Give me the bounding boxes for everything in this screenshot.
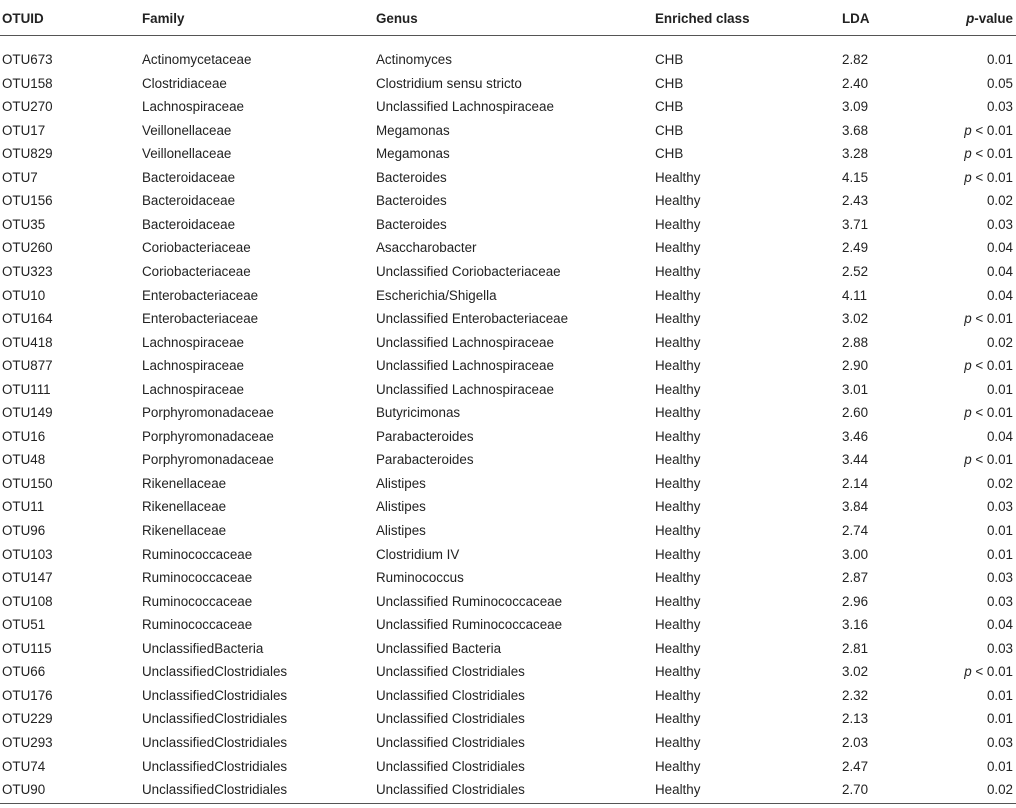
cell-pvalue: 0.02 xyxy=(986,475,1013,491)
cell-enriched-class: Healthy xyxy=(655,240,701,256)
cell-lda: 2.82 xyxy=(842,52,869,67)
cell-enriched-class: CHB xyxy=(655,146,684,162)
table-row xyxy=(0,519,1016,543)
cell-genus: Unclassified Bacteria xyxy=(376,640,502,656)
cell-pvalue: 0.01 xyxy=(986,687,1013,703)
cell-genus: Unclassified Lachnospiraceae xyxy=(376,358,554,374)
cell-genus: Unclassified Clostridiales xyxy=(376,687,525,703)
cell-pvalue xyxy=(964,660,1013,684)
cell-family: Lachnospiraceae xyxy=(142,358,244,374)
cell-lda: 4.11 xyxy=(842,287,868,303)
pvalue-p-symbol: p xyxy=(964,169,972,185)
cell-lda: 2.03 xyxy=(842,734,869,750)
cell-enriched-class: Healthy xyxy=(655,687,701,703)
cell-lda: 4.15 xyxy=(842,169,869,185)
cell-otuid: OTU74 xyxy=(2,758,46,774)
cell-genus: Bacteroides xyxy=(376,169,447,185)
cell-genus: Alistipes xyxy=(376,499,426,515)
cell-genus: Escherichia/Shigella xyxy=(376,287,497,303)
cell-lda: 3.02 xyxy=(842,311,869,327)
cell-family: Ruminococcaceae xyxy=(142,593,253,609)
header-pvalue-italic: p xyxy=(966,11,975,26)
cell-lda: 2.70 xyxy=(842,782,869,798)
header-enriched-class: Enriched class xyxy=(655,11,750,26)
cell-family: Veillonellaceae xyxy=(142,146,232,162)
cell-pvalue: 0.02 xyxy=(986,334,1013,350)
cell-enriched-class: CHB xyxy=(655,122,684,138)
cell-family: Lachnospiraceae xyxy=(142,334,244,350)
cell-lda: 3.71 xyxy=(842,216,869,232)
table-row xyxy=(0,660,1016,684)
cell-enriched-class: Healthy xyxy=(655,263,701,279)
cell-genus: Butyricimonas xyxy=(376,405,461,421)
cell-genus: Megamonas xyxy=(376,122,450,138)
cell-enriched-class: Healthy xyxy=(655,664,701,680)
cell-lda: 2.32 xyxy=(842,687,869,703)
cell-family: Rikenellaceae xyxy=(142,475,227,491)
cell-genus: Unclassified Clostridiales xyxy=(376,664,525,680)
cell-family: Ruminococcaceae xyxy=(142,546,253,562)
cell-pvalue: 0.01 xyxy=(986,758,1013,774)
cell-enriched-class: Healthy xyxy=(655,593,701,609)
cell-otuid: OTU829 xyxy=(2,146,53,162)
table-row xyxy=(0,331,1016,355)
pvalue-threshold: < 0.01 xyxy=(971,311,1013,327)
header-genus: Genus xyxy=(376,11,418,26)
cell-otuid: OTU418 xyxy=(2,334,53,350)
cell-lda: 2.90 xyxy=(842,358,869,374)
table-row xyxy=(0,284,1016,308)
table-row xyxy=(0,142,1016,166)
cell-family: Lachnospiraceae xyxy=(142,381,244,397)
cell-genus: Unclassified Ruminococcaceae xyxy=(376,593,563,609)
cell-family: Porphyromonadaceae xyxy=(142,428,274,444)
cell-otuid: OTU90 xyxy=(2,782,46,798)
cell-otuid: OTU164 xyxy=(2,311,53,327)
cell-otuid: OTU673 xyxy=(2,52,53,67)
cell-family: Veillonellaceae xyxy=(142,122,232,138)
cell-family: Lachnospiraceae xyxy=(142,99,244,115)
cell-genus: Unclassified Lachnospiraceae xyxy=(376,381,554,397)
cell-enriched-class: CHB xyxy=(655,75,684,91)
cell-lda: 2.60 xyxy=(842,405,869,421)
header-rule xyxy=(0,35,1016,36)
table-row xyxy=(0,684,1016,708)
cell-genus: Bacteroides xyxy=(376,193,447,209)
cell-otuid: OTU270 xyxy=(2,99,53,115)
pvalue-p-symbol: p xyxy=(964,358,972,374)
cell-genus: Unclassified Ruminococcaceae xyxy=(376,617,563,633)
table-row xyxy=(0,448,1016,472)
cell-lda: 2.81 xyxy=(842,640,869,656)
table-row xyxy=(0,778,1016,802)
cell-lda: 3.01 xyxy=(842,381,869,397)
table-row xyxy=(0,48,1016,72)
cell-pvalue: 0.03 xyxy=(986,99,1013,115)
cell-lda: 2.74 xyxy=(842,523,869,538)
bottom-rule xyxy=(0,803,1016,804)
cell-pvalue: 0.02 xyxy=(986,193,1013,209)
table-row xyxy=(0,236,1016,260)
table-row xyxy=(0,354,1016,378)
cell-enriched-class: Healthy xyxy=(655,428,701,444)
pvalue-threshold: < 0.01 xyxy=(971,452,1013,468)
table-row xyxy=(0,566,1016,590)
cell-otuid: OTU17 xyxy=(2,122,46,138)
table-row xyxy=(0,213,1016,237)
cell-otuid: OTU51 xyxy=(2,617,46,633)
cell-pvalue: 0.02 xyxy=(986,782,1013,798)
cell-genus: Parabacteroides xyxy=(376,428,474,444)
cell-pvalue xyxy=(964,401,1013,425)
cell-lda: 3.00 xyxy=(842,546,869,562)
table-row xyxy=(0,637,1016,661)
cell-lda: 3.68 xyxy=(842,122,869,138)
pvalue-p-symbol: p xyxy=(964,405,972,421)
cell-family: Bacteroidaceae xyxy=(142,216,236,232)
cell-family: UnclassifiedClostridiales xyxy=(142,782,288,798)
table-row xyxy=(0,613,1016,637)
cell-lda: 3.84 xyxy=(842,499,869,515)
cell-otuid: OTU48 xyxy=(2,452,46,468)
cell-otuid: OTU229 xyxy=(2,711,53,727)
cell-enriched-class: Healthy xyxy=(655,193,701,209)
header-pvalue-rest: -value xyxy=(974,11,1013,26)
cell-enriched-class: Healthy xyxy=(655,405,701,421)
cell-pvalue: 0.01 xyxy=(986,523,1013,538)
cell-genus: Unclassified Clostridiales xyxy=(376,711,525,727)
cell-enriched-class: Healthy xyxy=(655,216,701,232)
cell-enriched-class: Healthy xyxy=(655,358,701,374)
pvalue-threshold: < 0.01 xyxy=(971,358,1013,374)
pvalue-threshold: < 0.01 xyxy=(971,169,1013,185)
pvalue-p-symbol: p xyxy=(964,452,972,468)
cell-family: Porphyromonadaceae xyxy=(142,405,274,421)
cell-otuid: OTU156 xyxy=(2,193,53,209)
table-row xyxy=(0,95,1016,119)
table-row xyxy=(0,72,1016,96)
cell-family: Actinomycetaceae xyxy=(142,52,252,67)
cell-family: Rikenellaceae xyxy=(142,499,227,515)
cell-enriched-class: Healthy xyxy=(655,169,701,185)
cell-family: Bacteroidaceae xyxy=(142,169,236,185)
cell-genus: Asaccharobacter xyxy=(376,240,477,256)
cell-pvalue: 0.01 xyxy=(986,381,1013,397)
cell-family: Rikenellaceae xyxy=(142,523,227,538)
cell-family: UnclassifiedClostridiales xyxy=(142,758,288,774)
table-row xyxy=(0,425,1016,449)
cell-lda: 3.44 xyxy=(842,452,869,468)
cell-lda: 2.52 xyxy=(842,263,869,279)
header-lda: LDA xyxy=(842,11,870,26)
cell-pvalue: 0.03 xyxy=(986,499,1013,515)
cell-pvalue xyxy=(964,448,1013,472)
header-family: Family xyxy=(142,11,185,26)
cell-enriched-class: CHB xyxy=(655,99,684,115)
cell-family: Coriobacteriaceae xyxy=(142,240,251,256)
cell-lda: 2.40 xyxy=(842,75,869,91)
table-row xyxy=(0,495,1016,519)
cell-pvalue xyxy=(964,166,1013,190)
cell-otuid: OTU10 xyxy=(2,287,46,303)
cell-family: UnclassifiedClostridiales xyxy=(142,664,288,680)
header-pvalue xyxy=(966,7,1013,31)
cell-otuid: OTU103 xyxy=(2,546,53,562)
cell-family: Enterobacteriaceae xyxy=(142,311,259,327)
table-row xyxy=(0,260,1016,284)
cell-enriched-class: Healthy xyxy=(655,311,701,327)
cell-enriched-class: Healthy xyxy=(655,711,701,727)
cell-lda: 2.96 xyxy=(842,593,869,609)
cell-enriched-class: Healthy xyxy=(655,734,701,750)
cell-pvalue xyxy=(964,142,1013,166)
cell-pvalue xyxy=(964,354,1013,378)
cell-genus: Clostridium IV xyxy=(376,546,460,562)
table-row xyxy=(0,401,1016,425)
cell-lda: 2.13 xyxy=(842,711,869,727)
cell-enriched-class: Healthy xyxy=(655,758,701,774)
cell-otuid: OTU877 xyxy=(2,358,53,374)
table-row xyxy=(0,189,1016,213)
cell-otuid: OTU16 xyxy=(2,428,46,444)
cell-otuid: OTU149 xyxy=(2,405,53,421)
cell-genus: Unclassified Enterobacteriaceae xyxy=(376,311,569,327)
cell-family: Bacteroidaceae xyxy=(142,193,236,209)
cell-otuid: OTU293 xyxy=(2,734,53,750)
cell-otuid: OTU150 xyxy=(2,475,53,491)
cell-family: Coriobacteriaceae xyxy=(142,263,251,279)
pvalue-threshold: < 0.01 xyxy=(971,405,1013,421)
cell-otuid: OTU66 xyxy=(2,664,46,680)
cell-lda: 2.43 xyxy=(842,193,869,209)
cell-family: UnclassifiedClostridiales xyxy=(142,687,288,703)
cell-genus: Unclassified Lachnospiraceae xyxy=(376,99,554,115)
cell-otuid: OTU323 xyxy=(2,263,53,279)
cell-pvalue xyxy=(964,119,1013,143)
table-row xyxy=(0,707,1016,731)
table-row xyxy=(0,543,1016,567)
cell-pvalue: 0.01 xyxy=(986,711,1013,727)
cell-enriched-class: Healthy xyxy=(655,475,701,491)
table-row xyxy=(0,119,1016,143)
cell-pvalue: 0.04 xyxy=(986,263,1013,279)
cell-enriched-class: Healthy xyxy=(655,287,701,303)
cell-otuid: OTU96 xyxy=(2,523,46,538)
cell-pvalue xyxy=(964,307,1013,331)
cell-pvalue: 0.04 xyxy=(986,287,1013,303)
cell-lda: 2.87 xyxy=(842,570,869,586)
cell-lda: 2.49 xyxy=(842,240,869,256)
table-row xyxy=(0,731,1016,755)
cell-genus: Unclassified Clostridiales xyxy=(376,734,525,750)
cell-enriched-class: Healthy xyxy=(655,570,701,586)
cell-family: Clostridiaceae xyxy=(142,75,227,91)
cell-lda: 2.14 xyxy=(842,475,869,491)
cell-enriched-class: Healthy xyxy=(655,381,701,397)
table-row xyxy=(0,307,1016,331)
pvalue-threshold: < 0.01 xyxy=(971,664,1013,680)
cell-enriched-class: Healthy xyxy=(655,499,701,515)
cell-enriched-class: Healthy xyxy=(655,546,701,562)
cell-genus: Alistipes xyxy=(376,523,426,538)
cell-enriched-class: Healthy xyxy=(655,523,701,538)
cell-otuid: OTU11 xyxy=(2,499,45,515)
cell-lda: 3.16 xyxy=(842,617,869,633)
pvalue-p-symbol: p xyxy=(964,311,972,327)
cell-genus: Ruminococcus xyxy=(376,570,464,586)
cell-pvalue: 0.05 xyxy=(986,75,1013,91)
pvalue-threshold: < 0.01 xyxy=(971,146,1013,162)
cell-pvalue: 0.03 xyxy=(986,216,1013,232)
cell-lda: 3.28 xyxy=(842,146,869,162)
cell-genus: Unclassified Lachnospiraceae xyxy=(376,334,554,350)
cell-otuid: OTU111 xyxy=(2,381,51,397)
cell-otuid: OTU260 xyxy=(2,240,53,256)
cell-family: Porphyromonadaceae xyxy=(142,452,274,468)
table-row xyxy=(0,378,1016,402)
cell-lda: 2.47 xyxy=(842,758,869,774)
cell-lda: 3.02 xyxy=(842,664,869,680)
cell-enriched-class: Healthy xyxy=(655,334,701,350)
cell-family: UnclassifiedClostridiales xyxy=(142,734,288,750)
cell-otuid: OTU7 xyxy=(2,169,38,185)
cell-genus: Parabacteroides xyxy=(376,452,474,468)
cell-otuid: OTU158 xyxy=(2,75,53,91)
cell-pvalue: 0.04 xyxy=(986,617,1013,633)
header-otuid: OTUID xyxy=(2,11,44,26)
cell-family: Ruminococcaceae xyxy=(142,570,253,586)
cell-lda: 2.88 xyxy=(842,334,869,350)
cell-pvalue: 0.04 xyxy=(986,428,1013,444)
cell-otuid: OTU108 xyxy=(2,593,53,609)
cell-pvalue: 0.03 xyxy=(986,734,1013,750)
cell-otuid: OTU147 xyxy=(2,570,53,586)
cell-lda: 3.09 xyxy=(842,99,869,115)
cell-pvalue: 0.03 xyxy=(986,570,1013,586)
cell-lda: 3.46 xyxy=(842,428,869,444)
cell-family: UnclassifiedClostridiales xyxy=(142,711,288,727)
pvalue-p-symbol: p xyxy=(964,122,972,138)
cell-family: UnclassifiedBacteria xyxy=(142,640,264,656)
table-row xyxy=(0,166,1016,190)
cell-genus: Unclassified Coriobacteriaceae xyxy=(376,263,561,279)
cell-pvalue: 0.01 xyxy=(986,52,1013,67)
cell-genus: Bacteroides xyxy=(376,216,447,232)
cell-genus: Unclassified Clostridiales xyxy=(376,758,525,774)
cell-genus: Actinomyces xyxy=(376,52,452,67)
cell-genus: Alistipes xyxy=(376,475,426,491)
cell-pvalue: 0.03 xyxy=(986,593,1013,609)
pvalue-threshold: < 0.01 xyxy=(971,122,1013,138)
cell-family: Enterobacteriaceae xyxy=(142,287,259,303)
pvalue-p-symbol: p xyxy=(964,664,972,680)
cell-enriched-class: Healthy xyxy=(655,782,701,798)
cell-enriched-class: Healthy xyxy=(655,640,701,656)
cell-genus: Clostridium sensu stricto xyxy=(376,75,522,91)
cell-pvalue: 0.01 xyxy=(986,546,1013,562)
table-header-row xyxy=(0,7,1016,31)
cell-otuid: OTU176 xyxy=(2,687,53,703)
cell-genus: Unclassified Clostridiales xyxy=(376,782,525,798)
cell-pvalue: 0.04 xyxy=(986,240,1013,256)
cell-pvalue: 0.03 xyxy=(986,640,1013,656)
table-row xyxy=(0,472,1016,496)
cell-family: Ruminococcaceae xyxy=(142,617,253,633)
cell-enriched-class: Healthy xyxy=(655,452,701,468)
cell-otuid: OTU115 xyxy=(2,640,52,656)
cell-enriched-class: CHB xyxy=(655,52,684,67)
cell-otuid: OTU35 xyxy=(2,216,46,232)
table-row xyxy=(0,755,1016,779)
pvalue-p-symbol: p xyxy=(964,146,972,162)
cell-enriched-class: Healthy xyxy=(655,617,701,633)
table-row xyxy=(0,590,1016,614)
cell-genus: Megamonas xyxy=(376,146,450,162)
